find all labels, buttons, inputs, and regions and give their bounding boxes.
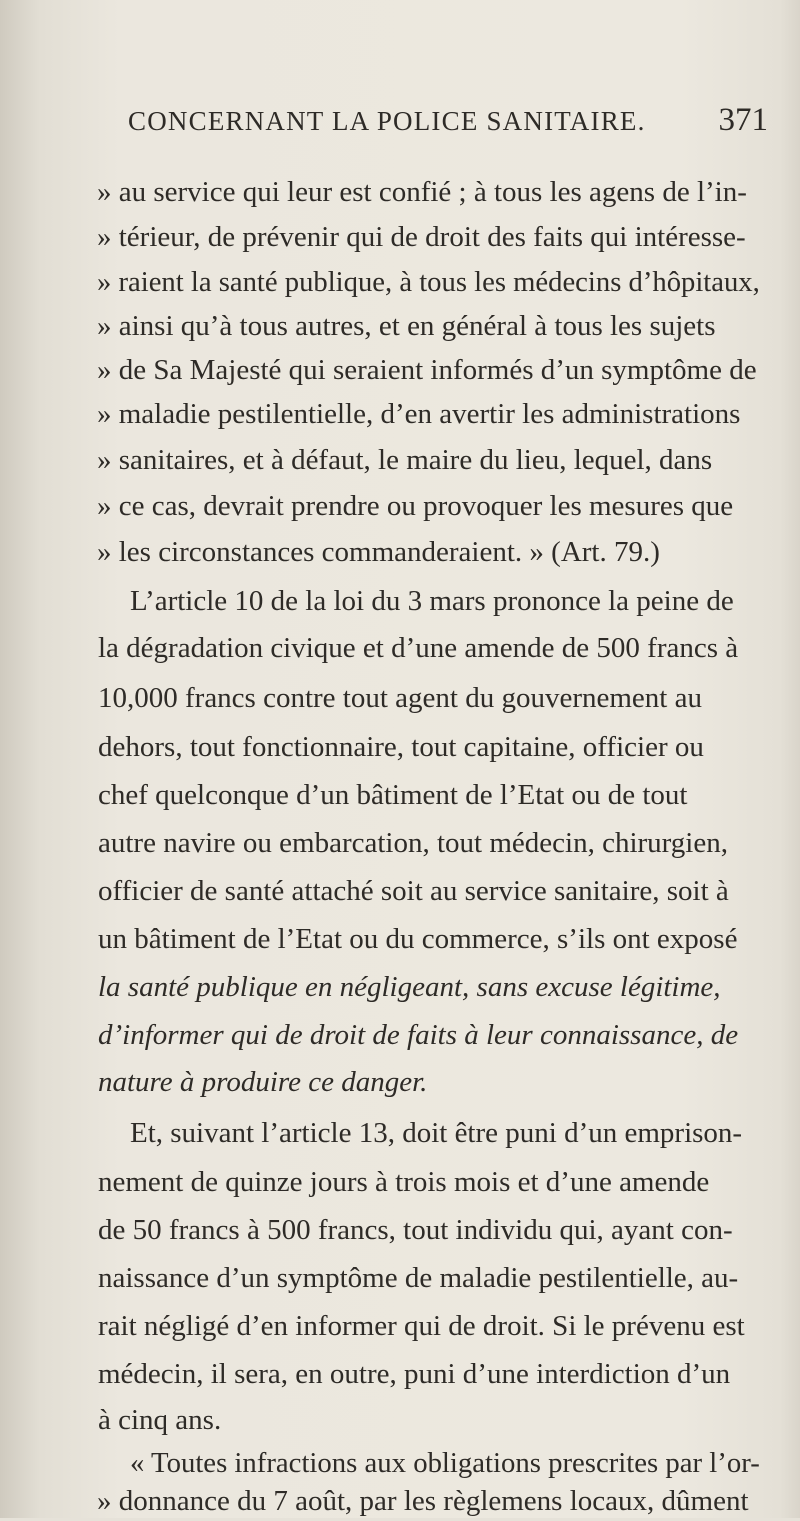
text-line: » ce cas, devrait prendre ou provoquer les mesures que bbox=[97, 490, 734, 522]
text-line: nature à produire ce danger. bbox=[98, 1066, 428, 1098]
text-line: L’article 10 de la loi du 3 mars prononce la peine de bbox=[130, 585, 734, 617]
text-line: autre navire ou embarcation, tout médecin, chirurgien, bbox=[98, 827, 728, 859]
running-head bbox=[128, 102, 768, 140]
running-title: CONCERNANT LA POLICE SANITAIRE. bbox=[128, 106, 646, 136]
text-line: « Toutes infractions aux obligations prescrites par l’or- bbox=[130, 1447, 760, 1479]
text-line: » donnance du 7 août, par les règlemens locaux, dûment bbox=[97, 1485, 749, 1517]
text-line: » de Sa Majesté qui seraient informés d’un symptôme de bbox=[97, 354, 757, 386]
text-line: » térieur, de prévenir qui de droit des faits qui intéresse- bbox=[97, 221, 746, 253]
text-line: chef quelconque d’un bâtiment de l’Etat ou de tout bbox=[98, 779, 688, 811]
text-line: Et, suivant l’article 13, doit être puni d’un emprison- bbox=[130, 1117, 743, 1149]
text-line: médecin, il sera, en outre, puni d’une interdiction d’un bbox=[98, 1358, 731, 1390]
text-line: dehors, tout fonctionnaire, tout capitaine, officier ou bbox=[98, 731, 704, 763]
text-line: de 50 francs à 500 francs, tout individu qui, ayant con- bbox=[98, 1214, 733, 1246]
text-line: » maladie pestilentielle, d’en avertir les administrations bbox=[97, 398, 741, 430]
text-line: » au service qui leur est confié ; à tous les agens de l’in- bbox=[97, 176, 747, 208]
text-line: naissance d’un symptôme de maladie pestilentielle, au- bbox=[98, 1262, 739, 1294]
text-line: » sanitaires, et à défaut, le maire du lieu, lequel, dans bbox=[97, 444, 713, 476]
page-number: 371 bbox=[718, 102, 768, 138]
text-line: la dégradation civique et d’une amende de 500 francs à bbox=[98, 632, 739, 664]
text-line: rait négligé d’en informer qui de droit. Si le prévenu est bbox=[98, 1310, 745, 1342]
text-line: nement de quinze jours à trois mois et d’une amende bbox=[98, 1166, 710, 1198]
text-line: à cinq ans. bbox=[98, 1404, 222, 1436]
text-line: la santé publique en négligeant, sans excuse légitime, bbox=[98, 971, 721, 1003]
text-line: » raient la santé publique, à tous les médecins d’hôpitaux, bbox=[97, 266, 760, 298]
text-line: officier de santé attaché soit au service sanitaire, soit à bbox=[98, 875, 729, 907]
text-line: » les circonstances commanderaient. » (Art. 79.) bbox=[97, 536, 660, 568]
text-line: d’informer qui de droit de faits à leur connaissance, de bbox=[98, 1019, 739, 1051]
text-line: » ainsi qu’à tous autres, et en général à tous les sujets bbox=[97, 310, 716, 342]
text-line: un bâtiment de l’Etat ou du commerce, s’ils ont exposé bbox=[98, 923, 738, 955]
text-line: 10,000 francs contre tout agent du gouvernement au bbox=[98, 682, 702, 714]
